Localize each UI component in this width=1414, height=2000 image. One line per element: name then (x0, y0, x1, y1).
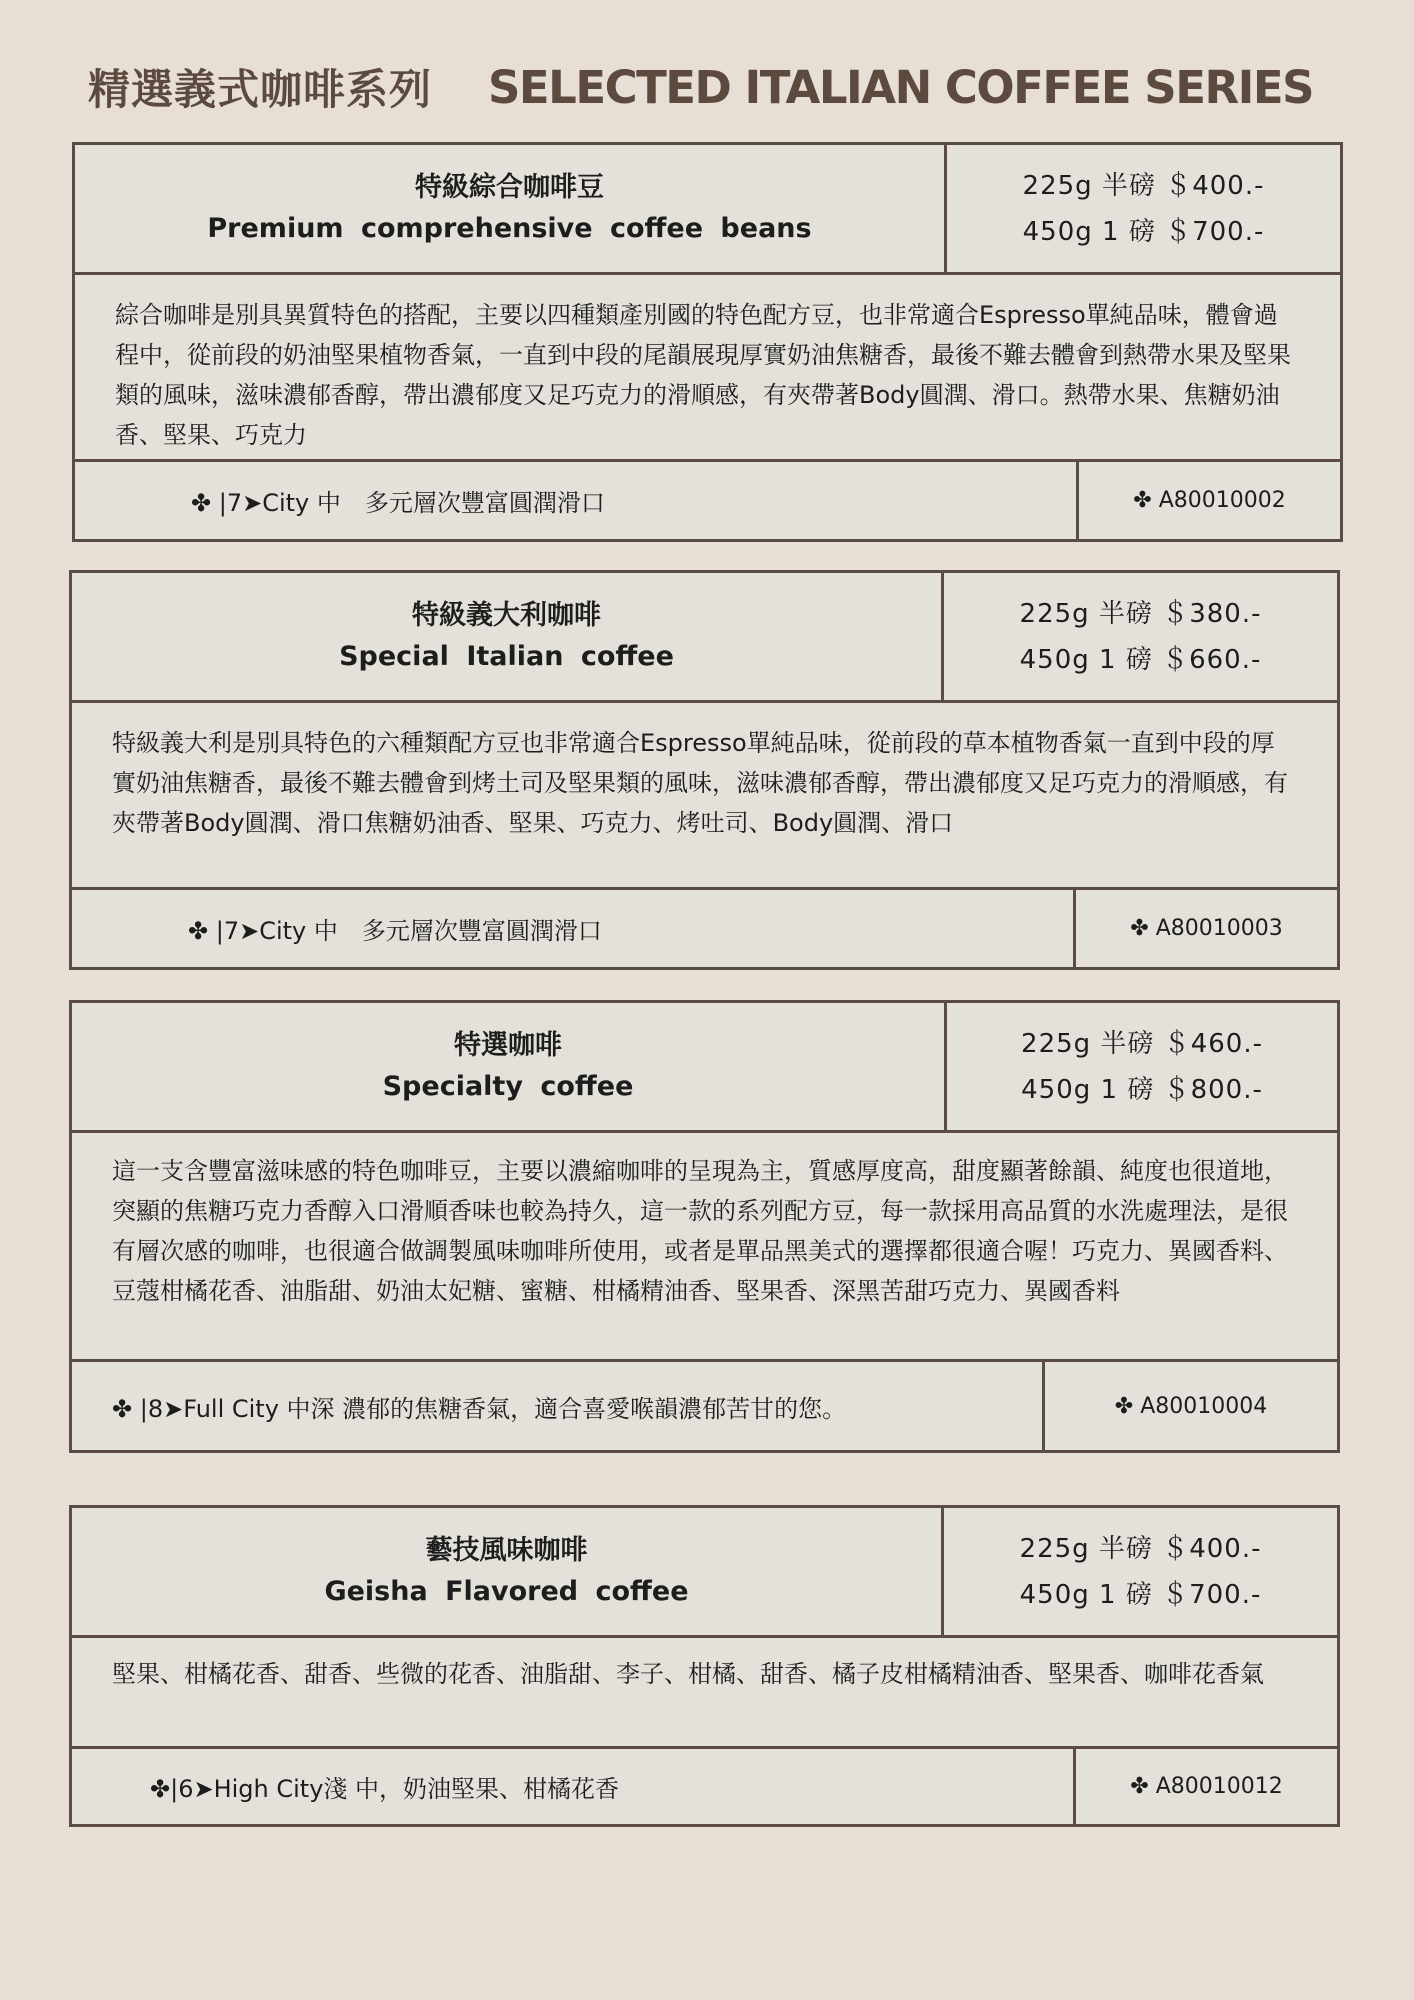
product-name-chinese: 特級義大利咖啡 (412, 599, 601, 631)
product-name-cell (72, 1003, 947, 1130)
product-header-row (75, 145, 1340, 272)
product-name-chinese: 特選咖啡 (454, 1029, 562, 1061)
product-description-row (72, 700, 1337, 887)
product-name-cell (72, 573, 944, 700)
product-card-geisha (69, 1505, 1340, 1827)
price-one-pound: 450g 1 磅 ＄700.- (1019, 1579, 1262, 1610)
product-card-premium-blend (72, 142, 1343, 542)
product-footer-row (72, 1746, 1337, 1824)
roast-level-text: ✤ |8➤Full City 中深 濃郁的焦糖香氣，適合喜愛喉韻濃郁苦甘的您。 (112, 1394, 847, 1423)
price-cell (944, 1508, 1337, 1635)
product-description: 這一支含豐富滋味感的特色咖啡豆，主要以濃縮咖啡的呈現為主，質感厚度高，甜度顯著餘韻、純度也很道地，突顯的焦糖巧克力香醇入口滑順香味也較為持久，這一款的系列配方豆，每一款採用高品質的水洗處理法，是很有層次感的咖啡，也很適合做調製風味咖啡所使用，或者是單品黑美式的選擇都很適合喔！巧克力、異國香料、豆蔻柑橘花香、油脂甜、奶油太妃糖、蜜糖、柑橘精油香、堅果香、深黑苦甜巧克力、異國香料 (112, 1157, 1288, 1305)
product-name-cell (72, 1508, 944, 1635)
roast-level (72, 1749, 1076, 1824)
product-name-english: Special Italian coffee (339, 640, 674, 672)
price-half-pound: 225g 半磅 ＄400.- (1022, 170, 1265, 201)
roast-level (75, 462, 1079, 539)
roast-level-text: ✤ |7➤City 中 多元層次豐富圓潤滑口 (191, 489, 605, 517)
page-title-chinese: 精選義式咖啡系列 (88, 65, 433, 114)
product-code: ✤ A80010004 (1114, 1393, 1268, 1419)
price-one-pound: 450g 1 磅 ＄800.- (1021, 1074, 1263, 1105)
product-code: ✤ A80010002 (1133, 488, 1286, 513)
product-header-row (72, 1003, 1337, 1130)
product-description: 特級義大利是別具特色的六種類配方豆也非常適合Espresso單純品味，從前段的草本植物香氣一直到中段的厚實奶油焦糖香，最後不難去體會到烤土司及堅果類的風味，滋味濃郁香醇，帶出濃郁度又足巧克力的滑順感，有夾帶著Body圓潤、滑口焦糖奶油香、堅果、巧克力、烤吐司、Body圓潤、滑口 (112, 729, 1288, 837)
roast-level (72, 1362, 1045, 1450)
product-name-chinese: 藝技風味咖啡 (425, 1534, 588, 1566)
price-one-pound: 450g 1 磅 ＄660.- (1019, 644, 1262, 675)
product-card-specialty (69, 1000, 1340, 1453)
product-name-chinese: 特級綜合咖啡豆 (415, 171, 604, 203)
product-footer-row (72, 1359, 1337, 1450)
price-cell (947, 145, 1340, 272)
page-title-english: SELECTED ITALIAN COFFEE SERIES (488, 60, 1314, 114)
page-header (88, 52, 1348, 122)
price-one-pound: 450g 1 磅 ＄700.- (1022, 216, 1265, 247)
product-description-row (72, 1130, 1337, 1359)
product-description: 堅果、柑橘花香、甜香、些微的花香、油脂甜、李子、柑橘、甜香、橘子皮柑橘精油香、堅果香、咖啡花香氣 (112, 1660, 1264, 1688)
product-code: ✤ A80010012 (1130, 1774, 1283, 1799)
product-description-row (72, 1635, 1337, 1746)
product-name-english: Geisha Flavored coffee (324, 1575, 689, 1607)
product-card-special-italian (69, 570, 1340, 970)
product-description-row (75, 272, 1340, 459)
price-half-pound: 225g 半磅 ＄380.- (1019, 598, 1262, 629)
price-cell (947, 1003, 1337, 1130)
product-name-cell (75, 145, 947, 272)
product-name-english: Specialty coffee (382, 1070, 634, 1102)
roast-level-text: ✤|6➤High City淺 中，奶油堅果、柑橘花香 (150, 1775, 620, 1803)
product-description: 綜合咖啡是別具異質特色的搭配，主要以四種類產別國的特色配方豆，也非常適合Espresso單純品味，體會過程中，從前段的奶油堅果植物香氣，一直到中段的尾韻展現厚實奶油焦糖香，最後不難去體會到熱帶水果及堅果類的風味，滋味濃郁香醇，帶出濃郁度又足巧克力的滑順感，有夾帶著Body圓潤、滑口。熱帶水果、焦糖奶油香、堅果、巧克力 (115, 301, 1291, 449)
product-code: ✤ A80010003 (1130, 916, 1283, 941)
roast-level-text: ✤ |7➤City 中 多元層次豐富圓潤滑口 (188, 917, 602, 945)
product-header-row (72, 1508, 1337, 1635)
product-footer-row (75, 459, 1340, 539)
price-half-pound: 225g 半磅 ＄460.- (1021, 1028, 1263, 1059)
product-header-row (72, 573, 1337, 700)
roast-level (72, 890, 1076, 967)
product-name-english: Premium comprehensive coffee beans (207, 212, 812, 244)
product-footer-row (72, 887, 1337, 967)
price-half-pound: 225g 半磅 ＄400.- (1019, 1533, 1262, 1564)
price-cell (944, 573, 1337, 700)
